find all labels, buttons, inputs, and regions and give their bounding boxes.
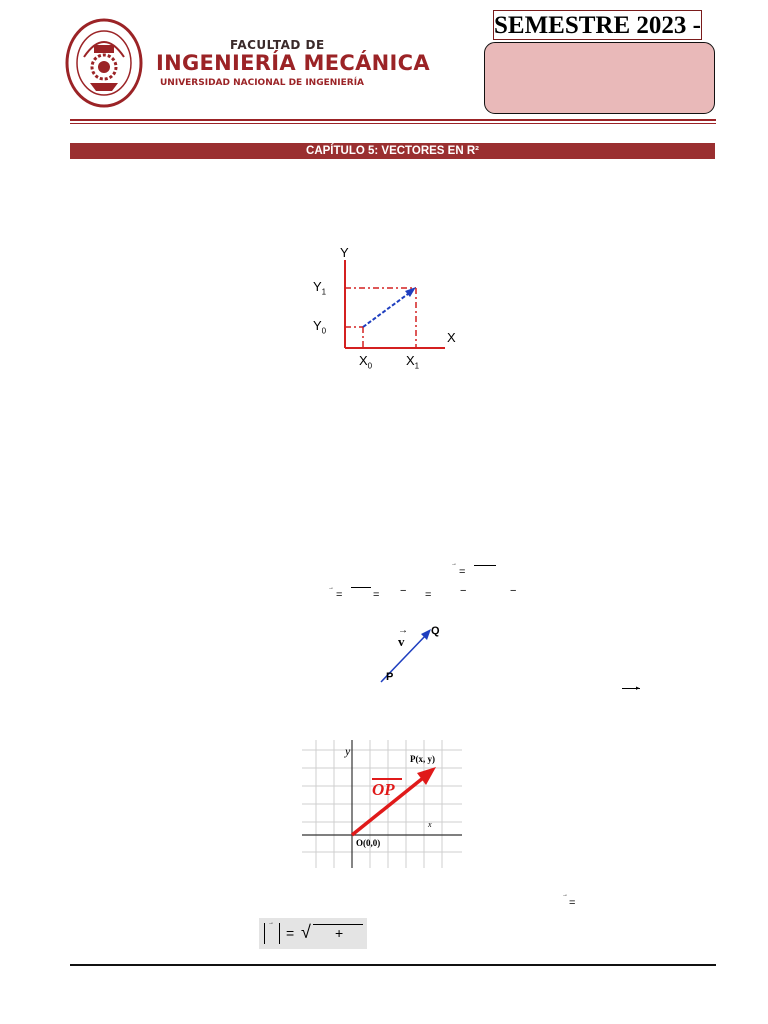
vector-arrow <box>363 291 412 327</box>
equals-4: = <box>425 589 432 601</box>
header <box>0 0 768 125</box>
x-axis-label: X <box>447 330 456 345</box>
origin-label: O(0,0) <box>356 838 381 848</box>
equals-2: = <box>336 589 343 601</box>
norm-arrow-mark: → <box>268 920 274 926</box>
info-box <box>484 42 715 114</box>
faculty-line3: UNIVERSIDAD NACIONAL DE INGENIERÍA <box>160 78 365 88</box>
op-grid-figure <box>302 740 462 868</box>
uni-seal-logo <box>64 17 144 109</box>
vector-arrow-mark-1: → <box>451 561 457 567</box>
minus-2: − <box>460 585 467 597</box>
footer-rule <box>70 964 716 966</box>
v-arrow: → <box>398 625 408 636</box>
faculty-line2: INGENIERÍA MECÁNICA <box>156 51 430 75</box>
equals-3: = <box>373 589 380 601</box>
v-label: → v <box>398 625 408 649</box>
point-p-label: P(x, y) <box>410 754 435 764</box>
vector-arrow-mark-4: → <box>562 892 568 898</box>
p-label: P <box>386 671 394 683</box>
y1-label: $Y_1$ <box>313 279 327 297</box>
grid-x-label: x <box>428 820 432 829</box>
op-vector-label: OP <box>372 780 395 800</box>
faculty-line1: FACULTAD DE <box>230 38 325 52</box>
header-rule-bottom <box>70 123 716 124</box>
norm-bar-right <box>279 923 280 944</box>
header-rule-top <box>70 119 716 121</box>
norm-bar-left <box>264 923 265 944</box>
norm-plus: + <box>335 925 344 941</box>
overline-1 <box>474 565 496 566</box>
minus-1: − <box>400 585 407 597</box>
equals-bottom: = <box>569 897 576 909</box>
y-axis-label: Y <box>340 245 349 260</box>
vector-components-figure <box>300 240 470 380</box>
y0-label: $Y_0$ <box>313 318 327 336</box>
equals-1: = <box>459 566 466 578</box>
x1-label: $X_1$ <box>406 353 420 371</box>
overline-arrow-3-head: ▸ <box>636 685 640 692</box>
norm-sqrt: √ <box>301 922 311 942</box>
norm-equals: = <box>286 925 295 941</box>
vector-arrow-mark-2: → <box>328 585 334 591</box>
minus-3: − <box>510 585 517 597</box>
semester-badge: SEMESTRE 2023 - <box>494 12 701 39</box>
norm-formula-box <box>259 918 367 949</box>
q-label: Q <box>431 625 440 637</box>
grid-y-label: y <box>345 744 351 758</box>
overline-2 <box>351 587 371 588</box>
chapter-title: CAPÍTULO 5: VECTORES EN R² <box>70 143 715 159</box>
op-overline <box>372 778 402 780</box>
x0-label: $X_0$ <box>359 353 373 371</box>
